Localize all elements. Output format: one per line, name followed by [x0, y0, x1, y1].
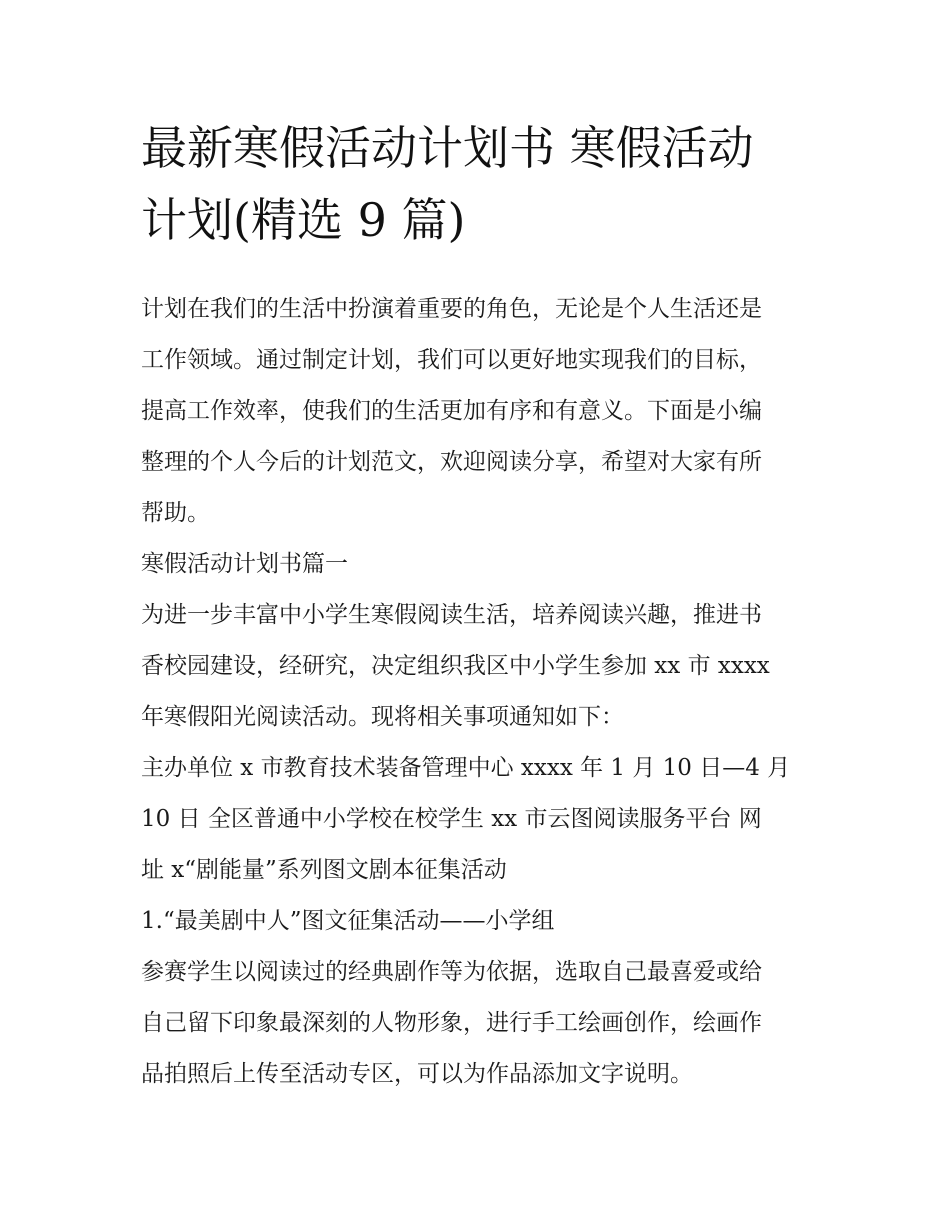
- section-heading: 寒假活动计划书篇一: [141, 551, 348, 577]
- intro-line-4: 整理的个人今后的计划范文，欢迎阅读分享，希望对大家有所: [141, 449, 762, 475]
- intro-line-5: 帮助。: [141, 500, 210, 526]
- document-title: [141, 112, 816, 256]
- item-line-2: 自己留下印象最深刻的人物形象，进行手工绘画创作，绘画作: [141, 1010, 762, 1036]
- title-line-2: 计划(精选 9 篇): [141, 193, 466, 247]
- document-body: [141, 284, 816, 1100]
- info-line-1: 主办单位 x 市教育技术装备管理中心 xxxx 年 1 月 10 日—4 月: [141, 755, 791, 781]
- item-line-3: 品拍照后上传至活动专区，可以为作品添加文字说明。: [141, 1061, 693, 1087]
- document-page: [141, 112, 816, 1100]
- info-line-3: 址 x“剧能量”系列图文剧本征集活动: [141, 857, 507, 883]
- paragraph-line-3: 年寒假阳光阅读活动。现将相关事项通知如下：: [141, 704, 624, 730]
- item-line-1: 参赛学生以阅读过的经典剧作等为依据，选取自己最喜爱或给: [141, 959, 762, 985]
- intro-line-2: 工作领域。通过制定计划，我们可以更好地实现我们的目标，: [141, 347, 762, 373]
- intro-line-3: 提高工作效率，使我们的生活更加有序和有意义。下面是小编: [141, 398, 762, 424]
- intro-line-1: 计划在我们的生活中扮演着重要的角色，无论是个人生活还是: [141, 296, 762, 322]
- title-line-1: 最新寒假活动计划书 寒假活动: [141, 121, 754, 175]
- item-heading: 1.“最美剧中人”图文征集活动——小学组: [141, 908, 555, 934]
- info-line-2: 10 日 全区普通中小学校在校学生 xx 市云图阅读服务平台 网: [141, 806, 762, 832]
- paragraph-line-1: 为进一步丰富中小学生寒假阅读生活，培养阅读兴趣，推进书: [141, 602, 762, 628]
- paragraph-line-2: 香校园建设，经研究，决定组织我区中小学生参加 xx 市 xxxx: [141, 653, 770, 679]
